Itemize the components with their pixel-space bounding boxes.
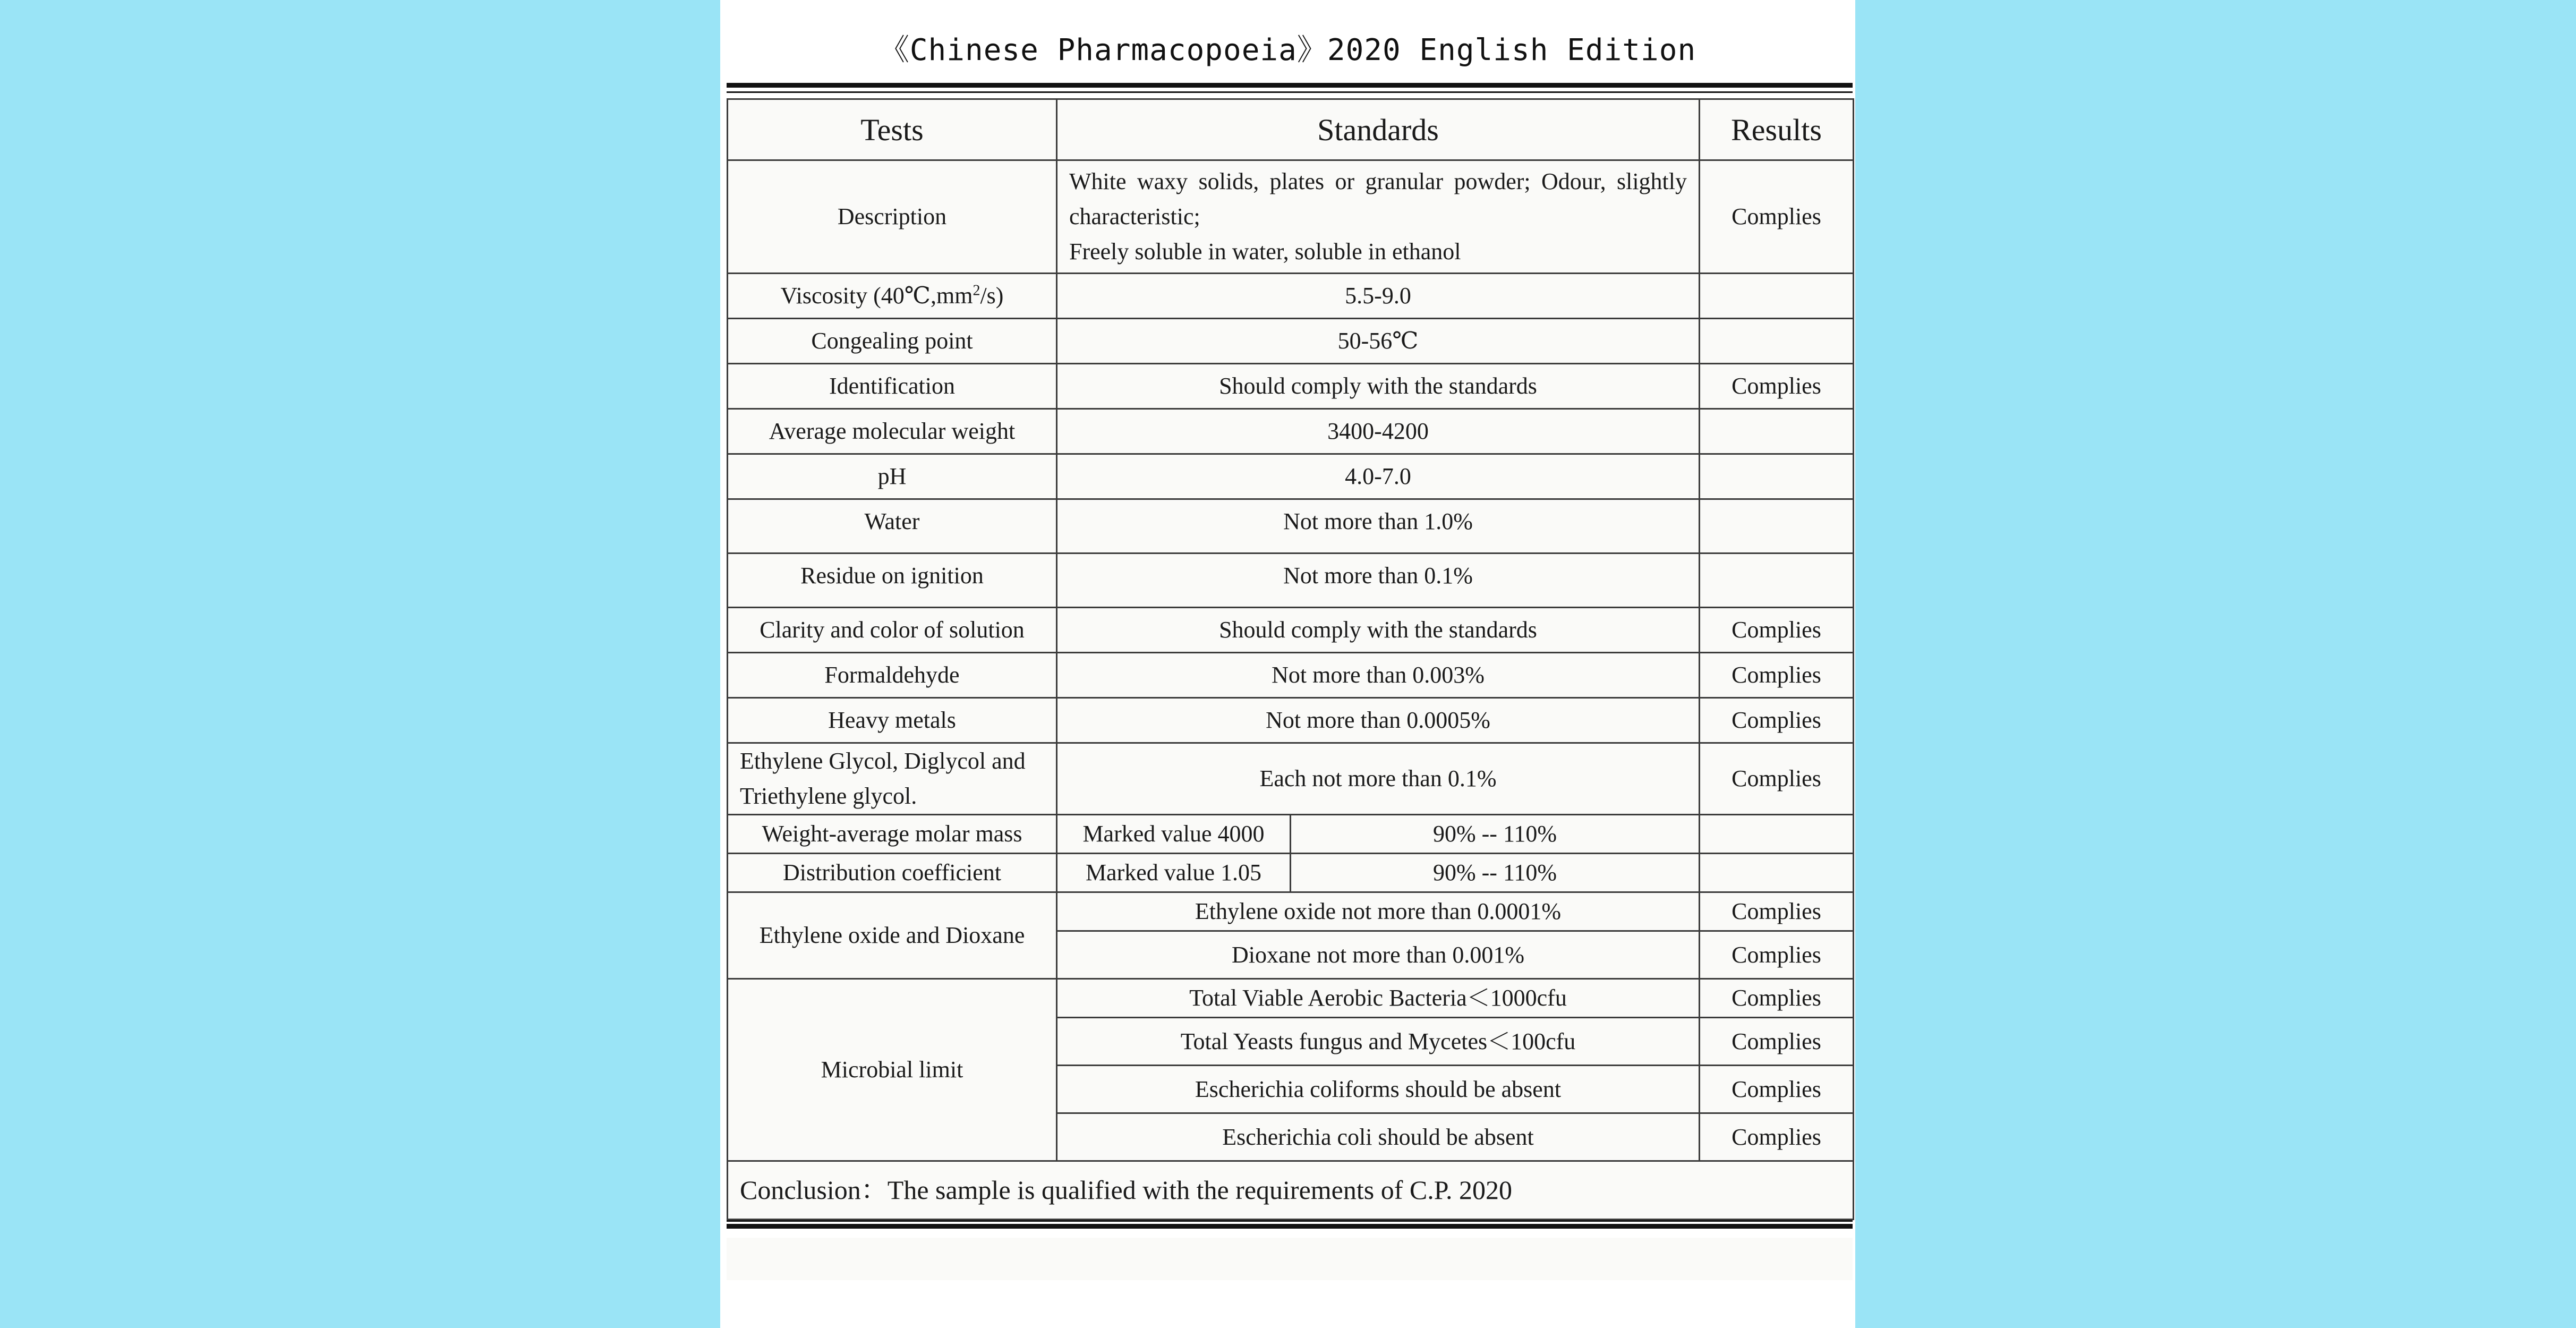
conclusion-row	[728, 1161, 1854, 1220]
standard-cell: Escherichia coliforms should be absent	[1057, 1066, 1700, 1113]
standard-line: White waxy solids, plates or granular powder; Odour, slightly characteristic;	[1069, 168, 1687, 229]
result-cell: Complies	[1700, 1113, 1854, 1161]
table-row-congealing	[728, 319, 1854, 364]
table-row-ph	[728, 454, 1854, 499]
result-cell: Complies	[1700, 608, 1854, 653]
standard-cell: Not more than 0.003%	[1057, 653, 1700, 698]
test-name: Water	[728, 499, 1057, 554]
standard-cell: Total Viable Aerobic Bacteria＜1000cfu	[1057, 979, 1700, 1018]
result-cell: Complies	[1700, 1018, 1854, 1066]
standard-cell: Should comply with the standards	[1057, 364, 1700, 409]
standard-cell: 5.5-9.0	[1057, 274, 1700, 319]
result-cell	[1700, 854, 1854, 892]
page-lower-margin	[727, 1238, 1853, 1280]
result-cell: Complies	[1700, 653, 1854, 698]
test-name: Average molecular weight	[728, 409, 1057, 454]
standard-cell: Ethylene oxide not more than 0.0001%	[1057, 892, 1700, 931]
result-cell	[1700, 554, 1854, 608]
table-row-identification	[728, 364, 1854, 409]
range-cell: 90% -- 110%	[1291, 854, 1700, 892]
header-tests: Tests	[728, 99, 1057, 160]
standard-cell: 50-56℃	[1057, 319, 1700, 364]
result-cell: Complies	[1700, 698, 1854, 743]
table-row-formaldehyde	[728, 653, 1854, 698]
bottom-rule-thin	[727, 1220, 1853, 1222]
standard-cell: Escherichia coli should be absent	[1057, 1113, 1700, 1161]
test-name: Ethylene oxide and Dioxane	[728, 892, 1057, 979]
result-cell	[1700, 274, 1854, 319]
table-row-molar-mass	[728, 815, 1854, 854]
header-results: Results	[1700, 99, 1854, 160]
conclusion-text: Conclusion：The sample is qualified with the requirements of C.P. 2020	[728, 1161, 1854, 1220]
table-row-heavy-metals	[728, 698, 1854, 743]
standard-cell: Total Yeasts fungus and Mycetes＜100cfu	[1057, 1018, 1700, 1066]
standard-line: Freely soluble in water, soluble in ethanol	[1069, 239, 1461, 265]
top-rule-thin	[727, 91, 1853, 93]
test-name: Ethylene Glycol, Diglycol and Triethylene glycol.	[728, 743, 1057, 815]
standard-cell: Not more than 0.0005%	[1057, 698, 1700, 743]
test-name: Clarity and color of solution	[728, 608, 1057, 653]
standard-cell: Dioxane not more than 0.001%	[1057, 931, 1700, 979]
test-name	[728, 274, 1057, 319]
table-row-microbial-1	[728, 979, 1854, 1018]
bottom-rule-thick	[727, 1224, 1853, 1229]
table-row-viscosity	[728, 274, 1854, 319]
document-title: 《Chinese Pharmacopoeia》2020 English Edition	[879, 33, 1696, 67]
table-row-oxide	[728, 892, 1854, 931]
test-name: Microbial limit	[728, 979, 1057, 1161]
table-row-distribution	[728, 854, 1854, 892]
result-cell	[1700, 815, 1854, 854]
top-rule-thick	[727, 83, 1853, 88]
standard-cell: Not more than 1.0%	[1057, 499, 1700, 554]
result-cell	[1700, 499, 1854, 554]
result-cell: Complies	[1700, 892, 1854, 931]
standard-cell: Not more than 0.1%	[1057, 554, 1700, 608]
test-name: Residue on ignition	[728, 554, 1057, 608]
marked-value-cell: Marked value 1.05	[1057, 854, 1291, 892]
test-results-table	[727, 98, 1854, 1220]
viscosity-unit: /s)	[980, 283, 1004, 309]
superscript: 2	[973, 282, 980, 299]
test-name: Distribution coefficient	[728, 854, 1057, 892]
table-row-residue	[728, 554, 1854, 608]
result-cell: Complies	[1700, 979, 1854, 1018]
standard-cell: 4.0-7.0	[1057, 454, 1700, 499]
test-name: Identification	[728, 364, 1057, 409]
table-row-glycols	[728, 743, 1854, 815]
result-cell: Complies	[1700, 160, 1854, 274]
result-cell	[1700, 454, 1854, 499]
marked-value-cell: Marked value 4000	[1057, 815, 1291, 854]
test-name: Congealing point	[728, 319, 1057, 364]
result-cell: Complies	[1700, 743, 1854, 815]
result-cell: Complies	[1700, 1066, 1854, 1113]
table-row-clarity	[728, 608, 1854, 653]
viscosity-label: Viscosity (40℃,mm	[780, 283, 973, 309]
test-name: pH	[728, 454, 1057, 499]
test-name: Weight-average molar mass	[728, 815, 1057, 854]
result-cell	[1700, 409, 1854, 454]
standard-cell	[1057, 160, 1700, 274]
standard-cell: Should comply with the standards	[1057, 608, 1700, 653]
standard-cell: 3400-4200	[1057, 409, 1700, 454]
result-cell	[1700, 319, 1854, 364]
test-name: Formaldehyde	[728, 653, 1057, 698]
result-cell: Complies	[1700, 931, 1854, 979]
test-name: Heavy metals	[728, 698, 1057, 743]
standard-cell: Each not more than 0.1%	[1057, 743, 1700, 815]
header-row	[728, 99, 1854, 160]
result-cell: Complies	[1700, 364, 1854, 409]
table-row-description	[728, 160, 1854, 274]
header-standards: Standards	[1057, 99, 1700, 160]
table-row-water	[728, 499, 1854, 554]
table-row-avg-mw	[728, 409, 1854, 454]
range-cell: 90% -- 110%	[1291, 815, 1700, 854]
test-name: Description	[728, 160, 1057, 274]
document-page	[720, 0, 1855, 1328]
certificate-sheet	[727, 98, 1853, 1219]
